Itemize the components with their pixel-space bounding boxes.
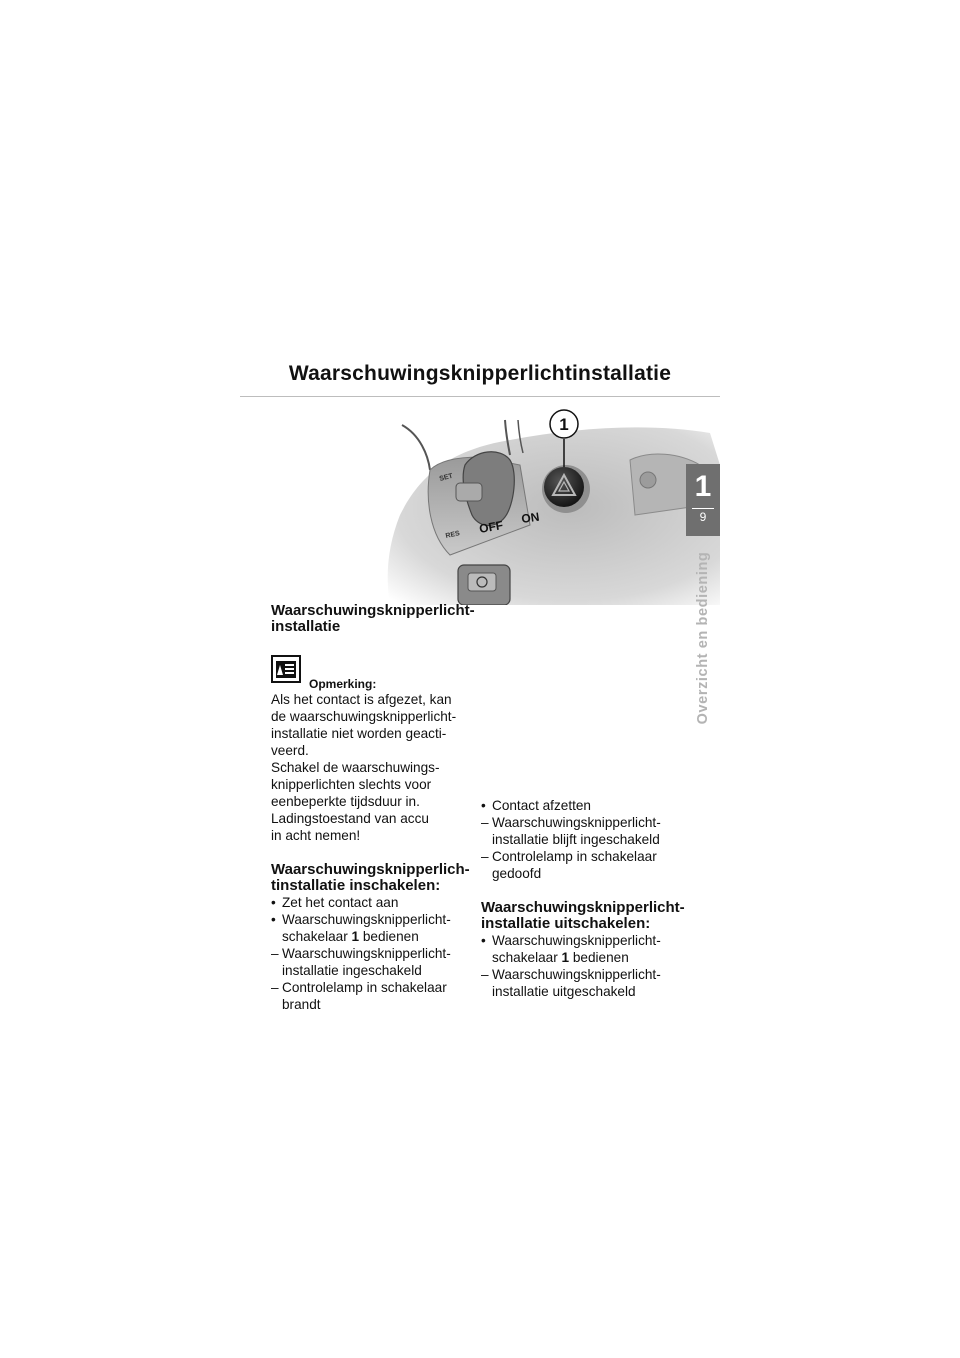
- section-heading: Waarschuwingsknipperlicht- installatie: [271, 602, 475, 635]
- list-item-text: Zet het contact aan: [282, 895, 399, 910]
- note-title: Opmerking:: [309, 677, 377, 691]
- switch-on-heading: Waarschuwingsknipperlich- tinstallatie inschakelen:: [271, 861, 470, 894]
- label-res: RES: [444, 530, 461, 540]
- list-marker: –: [481, 849, 489, 864]
- list-item: [481, 848, 691, 882]
- list-marker: –: [271, 980, 279, 995]
- list-item: [271, 945, 476, 979]
- list-item-text: Controlelamp in schakelaar brandt: [282, 980, 447, 1012]
- note-text: Als het contact is afgezet, kan de waarschuwingsknipperlicht- installatie niet worden geacti- veerd. Schakel de waarschuwings- knipperlichten slechts voor eenbeperkte tijdsduur in. Ladingstoestand van accu in acht nemen!: [271, 692, 457, 843]
- list-item-text: Waarschuwingsknipperlicht- schakelaar 1 bedienen: [492, 933, 661, 965]
- list-item-text: Waarschuwingsknipperlicht- installatie ingeschakeld: [282, 946, 451, 978]
- label-set: SET: [438, 472, 454, 483]
- chapter-number: 1: [694, 470, 712, 503]
- chapter-tab: [686, 464, 720, 536]
- switch-off-steps: [481, 932, 691, 1000]
- list-marker: –: [481, 967, 489, 982]
- label-off: OFF: [478, 517, 505, 536]
- note-book-icon: [271, 655, 301, 683]
- hazard-switch-photo: [380, 405, 720, 605]
- left-column: [271, 603, 476, 1013]
- list-marker: •: [271, 895, 276, 910]
- list-item: [481, 814, 691, 848]
- list-item-text: Waarschuwingsknipperlicht- installatie blijft ingeschakeld: [492, 815, 661, 847]
- switch-on-steps: [271, 894, 476, 1013]
- list-marker: –: [271, 946, 279, 961]
- list-marker: •: [481, 798, 486, 813]
- callout-1: 1: [559, 415, 569, 434]
- list-item-text: Contact afzetten: [492, 798, 591, 813]
- list-item: [271, 979, 476, 1013]
- list-marker: •: [271, 912, 276, 927]
- list-marker: –: [481, 815, 489, 830]
- list-item: [481, 932, 691, 966]
- switch-off-heading: Waarschuwingsknipperlicht- installatie uitschakelen:: [481, 899, 685, 932]
- page-title: Waarschuwingsknipperlichtinstallatie: [288, 362, 672, 385]
- switch-reference: 1: [561, 950, 570, 965]
- list-item: [481, 797, 691, 814]
- list-item-text: Controlelamp in schakelaar gedoofd: [492, 849, 657, 881]
- after-contact-steps: [481, 797, 691, 882]
- list-item: [271, 894, 476, 911]
- list-item: [481, 966, 691, 1000]
- page-number: 9: [699, 510, 707, 524]
- label-on: ON: [520, 509, 541, 526]
- title-divider: [240, 396, 720, 397]
- chapter-divider: [692, 508, 714, 509]
- list-item: [271, 911, 476, 945]
- switch-reference: 1: [351, 929, 360, 944]
- right-column: [481, 797, 691, 1000]
- section-label: Overzicht en bediening: [695, 551, 711, 725]
- list-marker: •: [481, 933, 486, 948]
- list-item-text: Waarschuwingsknipperlicht- installatie uitgeschakeld: [492, 967, 661, 999]
- list-item-text: Waarschuwingsknipperlicht- schakelaar 1 bedienen: [282, 912, 451, 944]
